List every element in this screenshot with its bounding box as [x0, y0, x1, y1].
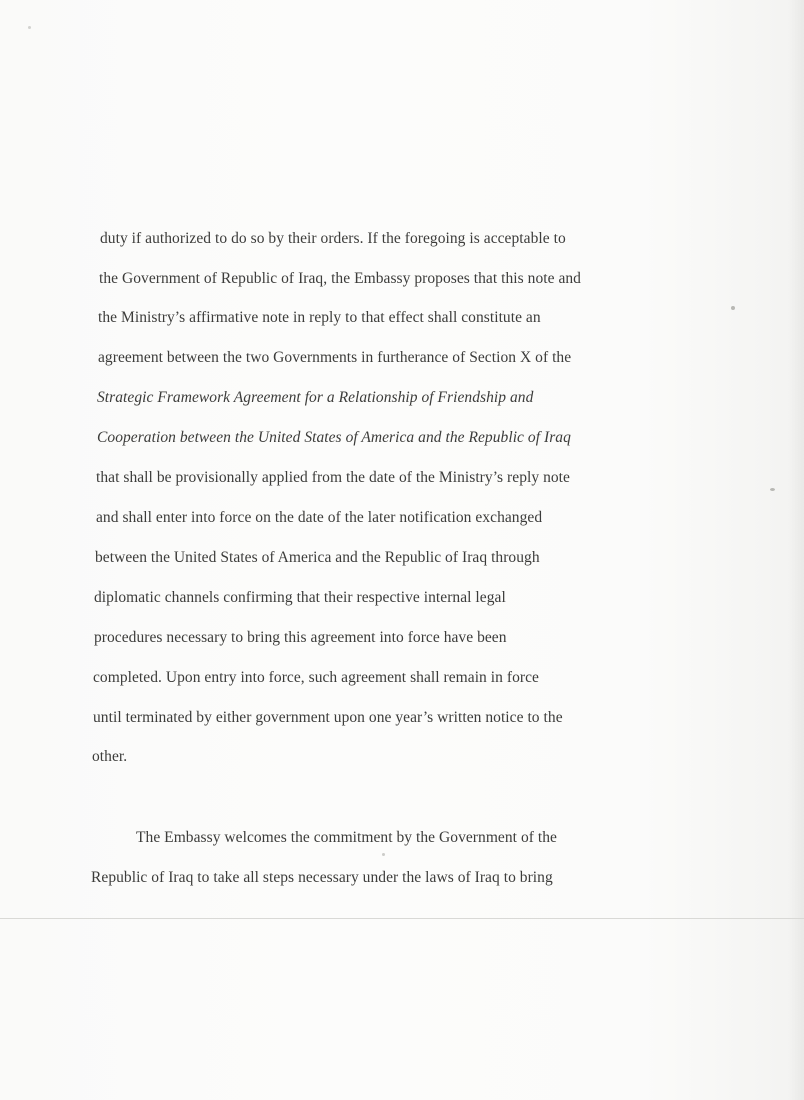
text-line: The Embassy welcomes the commitment by the Government of the: [136, 829, 557, 846]
text-line: other.: [92, 748, 128, 765]
text-line: the Government of Republic of Iraq, the Embassy proposes that this note and: [99, 270, 581, 287]
text-line: the Ministry’s affirmative note in reply to that effect shall constitute an: [98, 309, 541, 326]
page-edge-shadow: [788, 0, 804, 1100]
agreement-title-line: Strategic Framework Agreement for a Relationship of Friendship and: [97, 389, 534, 406]
speck: [382, 853, 385, 856]
text-line: diplomatic channels confirming that their respective internal legal: [94, 589, 506, 606]
text-line: procedures necessary to bring this agreement into force have been: [94, 629, 507, 646]
text-line: that shall be provisionally applied from the date of the Ministry’s reply note: [96, 469, 570, 486]
speck: [770, 488, 775, 491]
speck: [28, 26, 31, 29]
text-line: and shall enter into force on the date of the later notification exchanged: [96, 509, 543, 526]
page-fold-line: [0, 918, 804, 919]
speck: [731, 306, 735, 310]
text-line: Republic of Iraq to take all steps necessary under the laws of Iraq to bring: [91, 869, 553, 886]
text-line: until terminated by either government upon one year’s written notice to the: [93, 709, 563, 726]
text-line: agreement between the two Governments in furtherance of Section X of the: [98, 349, 572, 366]
text-line: duty if authorized to do so by their orders. If the foregoing is acceptable to: [100, 230, 566, 247]
text-line: completed. Upon entry into force, such agreement shall remain in force: [93, 669, 539, 686]
agreement-title-line: Cooperation between the United States of America and the Republic of Iraq: [97, 429, 571, 446]
text-line: between the United States of America and the Republic of Iraq through: [95, 549, 540, 566]
